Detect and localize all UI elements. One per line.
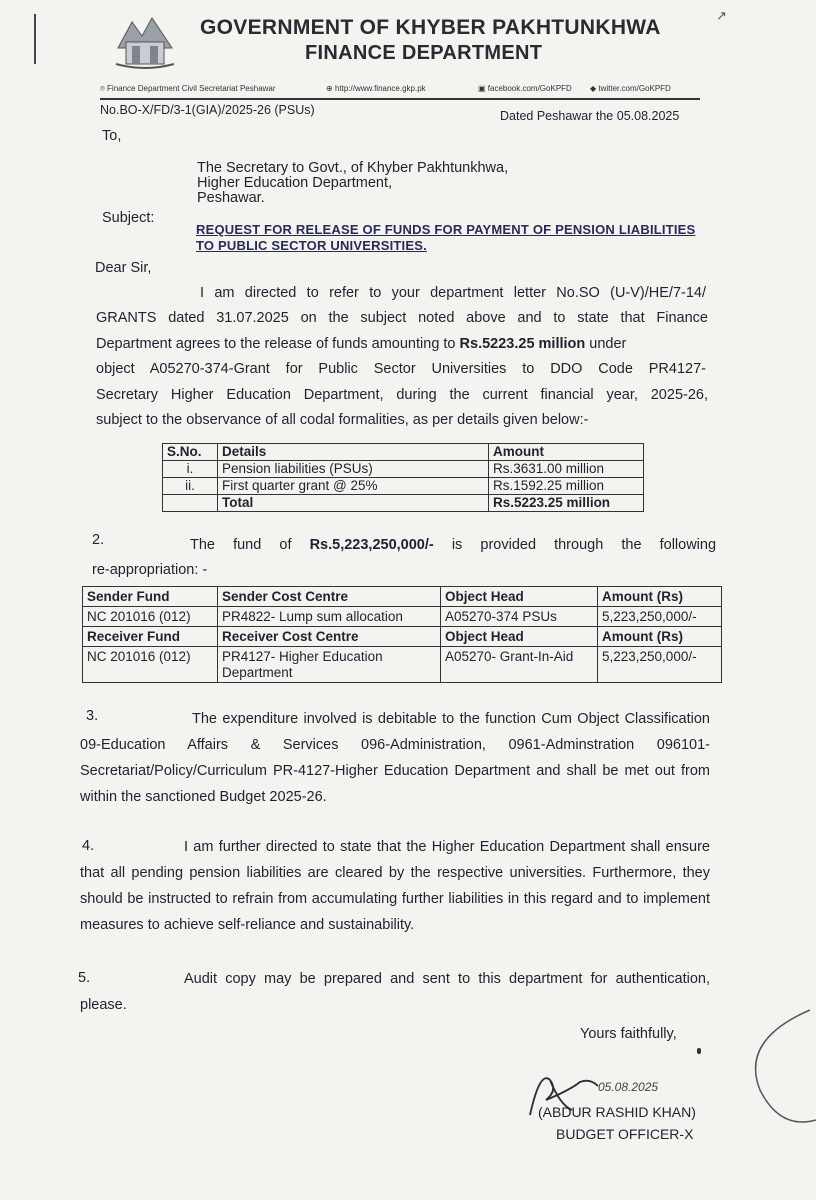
receiver-fund: NC 201016 (012) <box>83 647 218 683</box>
row-sno: i. <box>163 461 218 478</box>
table-header-row <box>163 444 644 461</box>
sender-fund: NC 201016 (012) <box>83 607 218 627</box>
row-sno: ii. <box>163 478 218 495</box>
row-details: First quarter grant @ 25% <box>218 478 489 495</box>
para1-line-4: object A05270-374-Grant for Public Sector Universities to DDO Code PR4127- <box>96 361 706 377</box>
total-label: Total <box>218 495 489 512</box>
receiver-row <box>83 647 722 683</box>
government-title: GOVERNMENT OF KHYBER PAKHTUNKHWA <box>200 16 661 39</box>
page-curl-shadow <box>700 1000 816 1140</box>
table-row <box>163 478 644 495</box>
receiver-amount: 5,223,250,000/- <box>598 647 722 683</box>
para2-line-1: The fund of Rs.5,223,250,000/- is provided through the following <box>190 537 717 553</box>
receiver-cost-centre: PR4127- Higher Education Department <box>218 647 441 683</box>
para1-line-6: subject to the observance of all codal formalities, as per details given below:- <box>96 412 589 428</box>
para1-line-3: Department agrees to the release of funds amounting to Rs.5223.25 million under <box>96 336 627 352</box>
twitter-text: ◆ twitter.com/GoKPFD <box>590 84 671 93</box>
sender-row <box>83 607 722 627</box>
department-title: FINANCE DEPARTMENT <box>305 42 543 64</box>
receiver-object-head: A05270- Grant-In-Aid <box>441 647 598 683</box>
signatory-name: (ABDUR RASHID KHAN) <box>538 1104 696 1120</box>
amount-header: Amount (Rs) <box>598 627 722 647</box>
subject-text: REQUEST FOR RELEASE OF FUNDS FOR PAYMENT OF PENSION LIABILITIES TO PUBLIC SECTOR UNIVERSITIES. <box>196 222 696 253</box>
sender-object-head: A05270-374 PSUs <box>441 607 598 627</box>
address-text: ⌾ Finance Department Civil Secretariat Peshawar <box>100 84 276 93</box>
total-empty-cell <box>163 495 218 512</box>
para2-number: 2. <box>92 532 105 548</box>
table-row <box>163 461 644 478</box>
para2-line-2: re-appropriation: - <box>92 562 208 578</box>
row-amount: Rs.1592.25 million <box>489 478 644 495</box>
sender-fund-header: Sender Fund <box>83 587 218 607</box>
fund-amount-highlight: Rs.5,223,250,000/- <box>309 537 434 553</box>
row-details: Pension liabilities (PSUs) <box>218 461 489 478</box>
row-amount: Rs.3631.00 million <box>489 461 644 478</box>
to-label: To, <box>102 128 122 144</box>
para3-number: 3. <box>86 708 99 724</box>
para5-text: Audit copy may be prepared and sent to this department for authentication, please. <box>80 971 710 1013</box>
website-text: ⊕ http://www.finance.gkp.pk <box>326 84 426 93</box>
header-sno: S.No. <box>163 444 218 461</box>
corner-tick-mark: ↗ <box>716 8 727 23</box>
receiver-header-row <box>83 627 722 647</box>
table-total-row <box>163 495 644 512</box>
header-amount: Amount <box>489 444 644 461</box>
facebook-text: ▣ facebook.com/GoKPFD <box>478 84 572 93</box>
object-head-header: Object Head <box>441 627 598 647</box>
recipient-line-3: Peshawar. <box>197 190 265 206</box>
para1-line-1: I am directed to refer to your department letter No.SO (U-V)/HE/7-14/ <box>200 285 706 301</box>
para4-text: I am further directed to state that the Higher Education Department shall ensure that all pending pension liabilities are cleared by the respective universities. Furthermore, they should be instructed to refrain from accumulating further liabilities in this regard and to implement measures to achieve self-reliance and sustainability. <box>80 839 710 933</box>
sender-cost-centre-header: Sender Cost Centre <box>218 587 441 607</box>
sender-amount: 5,223,250,000/- <box>598 607 722 627</box>
recipient-line-2: Higher Education Department, <box>197 175 393 191</box>
para1-line-2: GRANTS dated 31.07.2025 on the subject noted above and to state that Finance <box>96 310 708 326</box>
sender-cost-centre: PR4822- Lump sum allocation <box>218 607 441 627</box>
salutation: Dear Sir, <box>95 260 152 276</box>
reference-number: No.BO-X/FD/3-1(GIA)/2025-26 (PSUs) <box>100 103 315 117</box>
para4-number: 4. <box>82 838 95 854</box>
total-amount: Rs.5223.25 million <box>489 495 644 512</box>
receiver-cost-centre-header: Receiver Cost Centre <box>218 627 441 647</box>
amount-highlight: Rs.5223.25 million <box>459 336 586 352</box>
para1-line-5: Secretary Higher Education Department, during the current financial year, 2025-26, <box>96 387 708 403</box>
header-details: Details <box>218 444 489 461</box>
letter-date: Dated Peshawar the 05.08.2025 <box>500 109 680 123</box>
para3-text: The expenditure involved is debitable to the function Cum Object Classification 09-Education Affairs & Services 096-Administration, 0961-Adminstration 096101-Secretariat/Policy/Curriculum PR-4127-Higher Education Department and shall be met out from within the sanctioned Budget 2025-26. <box>80 711 710 805</box>
closing-text: Yours faithfully, <box>580 1026 677 1042</box>
receiver-fund-header: Receiver Fund <box>83 627 218 647</box>
object-head-header: Object Head <box>441 587 598 607</box>
header-rule <box>100 98 700 100</box>
reappropriation-table <box>82 586 722 683</box>
funds-table <box>162 443 644 512</box>
recipient-line-1: The Secretary to Govt., of Khyber Pakhtunkhwa, <box>197 160 509 176</box>
signature-date: 05.08.2025 <box>598 1080 659 1094</box>
government-emblem-icon <box>112 8 178 72</box>
subject-label: Subject: <box>102 210 155 226</box>
para5-number: 5. <box>78 970 91 986</box>
signatory-designation: BUDGET OFFICER-X <box>556 1126 694 1142</box>
amount-header: Amount (Rs) <box>598 587 722 607</box>
sender-header-row <box>83 587 722 607</box>
pen-margin-mark <box>34 14 36 64</box>
